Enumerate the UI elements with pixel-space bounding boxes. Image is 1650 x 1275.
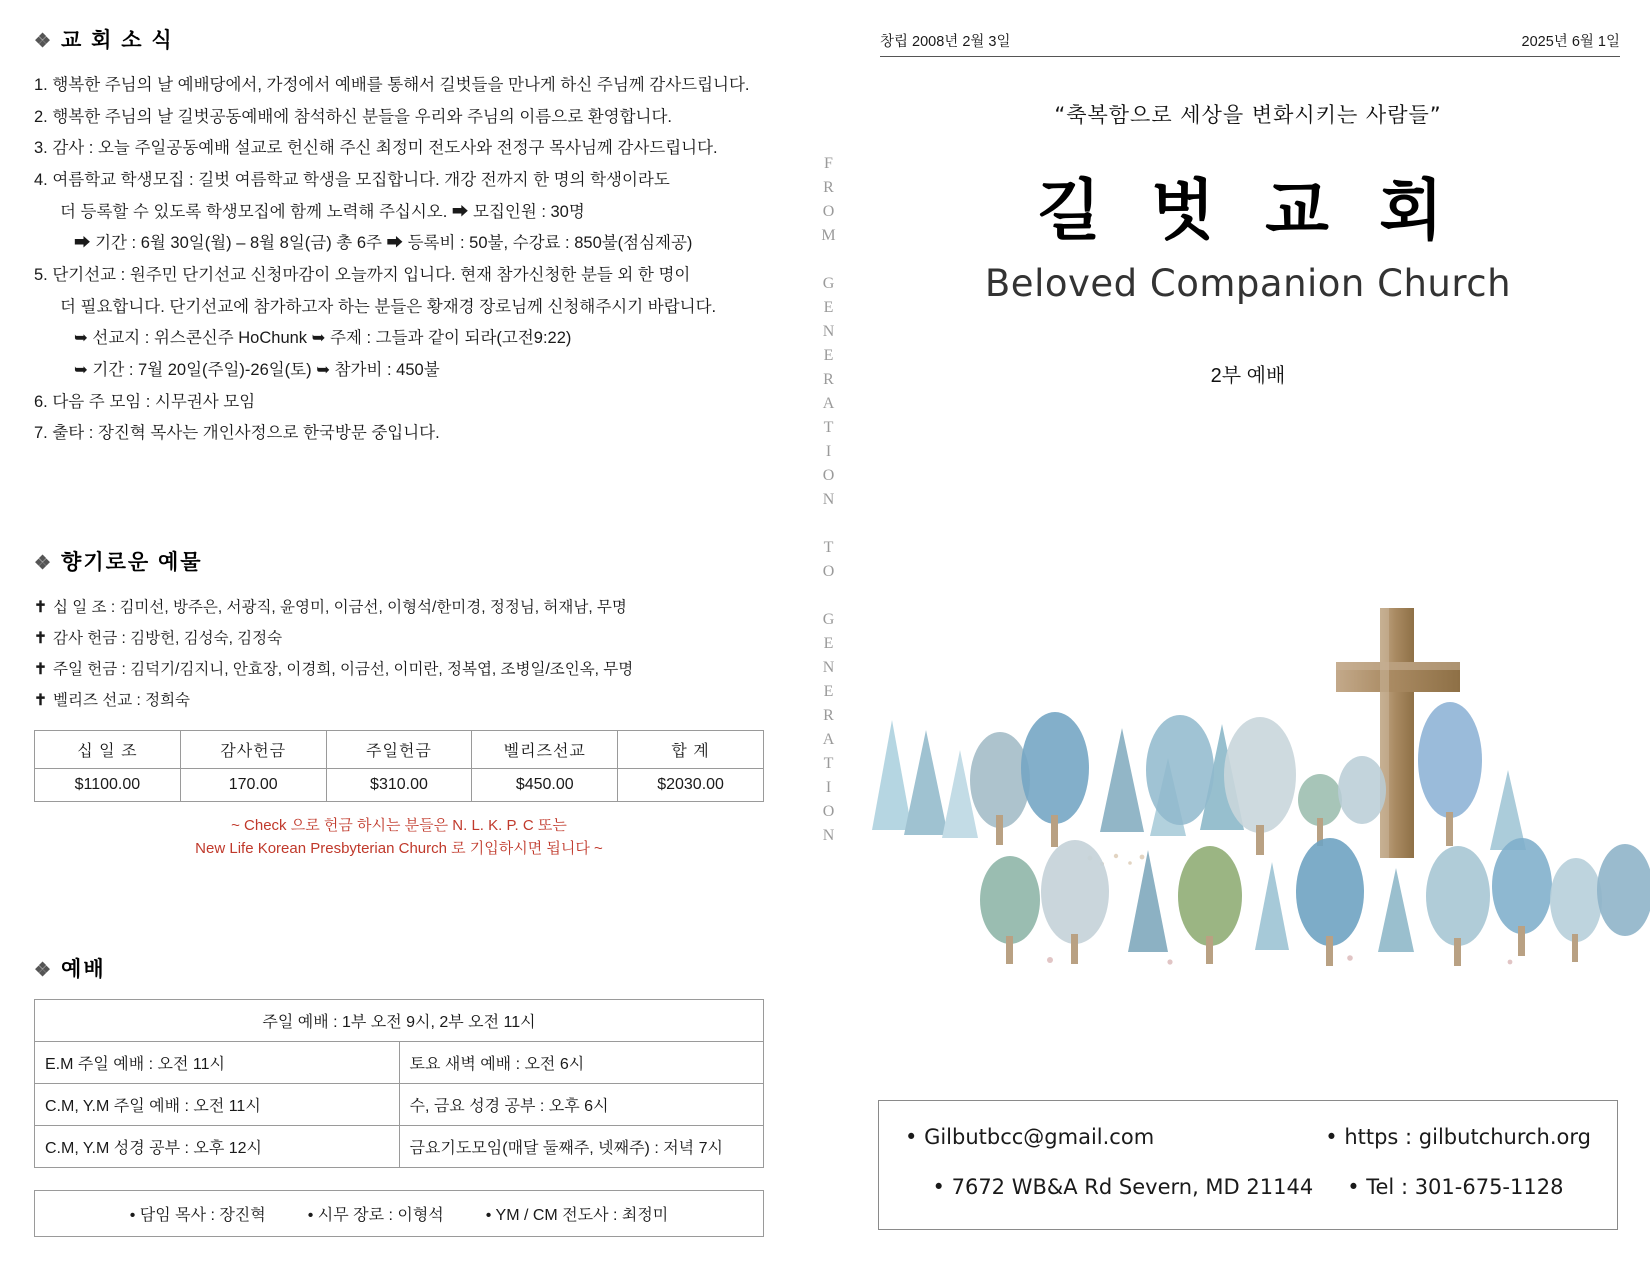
list-item: 5. 단기선교 : 원주민 단기선교 신청마감이 오늘까지 입니다. 현재 참가신청한 분들 외 한 명이 bbox=[34, 266, 691, 285]
table-cell: 수, 금요 성경 공부 : 오후 6시 bbox=[399, 1083, 764, 1125]
offering-summary-table bbox=[34, 730, 764, 802]
diamond-icon: ❖ bbox=[34, 553, 54, 575]
check-note-line1: ~ Check 으로 헌금 하시는 분들은 N. L. K. P. C 또는 bbox=[231, 817, 567, 835]
cross-icon: ✝ bbox=[34, 599, 47, 617]
check-note-line2: New Life Korean Presbyterian Church 로 기입하시면 됩니다 ~ bbox=[195, 840, 603, 858]
contact-box bbox=[878, 1100, 1618, 1230]
left-panel bbox=[0, 0, 800, 1275]
forest-cross-illustration bbox=[850, 600, 1650, 970]
table-row bbox=[35, 1125, 764, 1167]
list-item: 2. 행복한 주님의 날 길벗공동예배에 참석하신 분들을 우리와 주님의 이름으로 환영합니다. bbox=[34, 107, 672, 126]
contact-row-1 bbox=[905, 1121, 1591, 1155]
list-item: 4. 여름학교 학생모집 : 길벗 여름학교 학생을 모집합니다. 개강 전까지 한 명의 학생이라도 bbox=[34, 171, 670, 190]
news-section-title: ❖ 교 회 소 식 bbox=[34, 29, 174, 52]
contact-address: • 7672 WB&A Rd Severn, MD 21144 bbox=[933, 1171, 1314, 1205]
table-cell: 주일 예배 : 1부 오전 9시, 2부 오전 11시 bbox=[35, 999, 764, 1041]
news-list bbox=[34, 70, 770, 450]
staff-evangelist: • YM / CM 전도사 : 최정미 bbox=[486, 1202, 669, 1225]
table-row bbox=[35, 1041, 764, 1083]
tagline: “축복함으로 세상을 변화시키는 사람들” bbox=[1054, 103, 1442, 127]
table-cell: 금요기도모임(매달 둘째주, 넷째주) : 저녁 7시 bbox=[399, 1125, 764, 1167]
cross-icon: ✝ bbox=[34, 630, 47, 648]
list-item: ➥ 선교지 : 위스콘신주 HoChunk ➥ 주제 : 그들과 같이 되라(고전9:22) bbox=[74, 329, 572, 348]
table-cell: C.M, Y.M 성경 공부 : 오후 12시 bbox=[35, 1125, 400, 1167]
staff-table bbox=[34, 1190, 764, 1237]
table-header-cell: 주일헌금 bbox=[326, 731, 472, 769]
table-cell bbox=[35, 1190, 764, 1236]
staff-pastor: • 담임 목사 : 장진혁 bbox=[130, 1202, 266, 1225]
contact-email[interactable]: • Gilbutbcc@gmail.com bbox=[905, 1121, 1154, 1155]
service-part-label: 2부 예배 bbox=[1210, 365, 1286, 387]
table-row bbox=[35, 1083, 764, 1125]
table-row bbox=[35, 769, 764, 802]
bulletin-date: 2025년 6월 1일 bbox=[1521, 34, 1620, 50]
cross-icon: ✝ bbox=[34, 692, 47, 710]
diamond-icon: ❖ bbox=[34, 959, 54, 981]
table-cell: E.M 주일 예배 : 오전 11시 bbox=[35, 1041, 400, 1083]
table-cell: $310.00 bbox=[326, 769, 472, 802]
church-name-english: Beloved Companion Church bbox=[984, 262, 1512, 305]
list-item: 더 등록할 수 있도록 학생모집에 함께 노력해 주십시오. ➡ 모집인원 : 30명 bbox=[60, 202, 585, 221]
table-header-cell: 합 계 bbox=[618, 731, 764, 769]
table-cell: $2030.00 bbox=[618, 769, 764, 802]
worship-schedule-table bbox=[34, 999, 764, 1168]
spine bbox=[806, 0, 850, 1275]
cross-icon: ✝ bbox=[34, 661, 47, 679]
list-item: 7. 출타 : 장진혁 목사는 개인사정으로 한국방문 중입니다. bbox=[34, 424, 440, 443]
founded-date: 창립 2008년 2월 3일 bbox=[880, 34, 1011, 50]
table-cell: C.M, Y.M 주일 예배 : 오전 11시 bbox=[35, 1083, 400, 1125]
list-item: 1. 행복한 주님의 날 예배당에서, 가정에서 예배를 통해서 길벗들을 만나게 하신 주님께 감사드립니다. bbox=[34, 76, 750, 94]
contact-website[interactable]: • https : gilbutchurch.org bbox=[1325, 1121, 1591, 1155]
table-row bbox=[35, 1190, 764, 1236]
header-bar bbox=[880, 30, 1620, 57]
church-name-korean: 길 벗 교 회 bbox=[1036, 173, 1460, 247]
table-cell: $1100.00 bbox=[35, 769, 181, 802]
list-item: ✝ 십 일 조 : 김미선, 방주은, 서광직, 윤영미, 이금선, 이형석/한미경, 정정님, 허재남, 무명 bbox=[34, 599, 627, 617]
table-row bbox=[35, 999, 764, 1041]
list-item: ➥ 기간 : 7월 20일(주일)-26일(토) ➥ 참가비 : 450불 bbox=[74, 361, 440, 380]
offering-section-title: ❖ 향기로운 예물 bbox=[34, 551, 203, 575]
list-item: ✝ 감사 헌금 : 김방헌, 김성숙, 김정숙 bbox=[34, 630, 283, 648]
diamond-icon: ❖ bbox=[34, 31, 54, 52]
staff-elder: • 시무 장로 : 이형석 bbox=[308, 1202, 444, 1225]
table-row bbox=[35, 731, 764, 769]
table-cell: 170.00 bbox=[180, 769, 326, 802]
check-note bbox=[34, 814, 764, 861]
list-item: 더 필요합니다. 단기선교에 참가하고자 하는 분들은 황재경 장로님께 신청해주시기 바랍니다. bbox=[60, 297, 717, 316]
offering-donor-list bbox=[34, 592, 770, 716]
table-cell: $450.00 bbox=[472, 769, 618, 802]
table-cell: 토요 새벽 예배 : 오전 6시 bbox=[399, 1041, 764, 1083]
list-item: 3. 감사 : 오늘 주일공동예배 설교로 헌신해 주신 최정미 전도사와 전정구 목사님께 감사드립니다. bbox=[34, 139, 718, 158]
contact-phone: • Tel : 301-675-1128 bbox=[1347, 1171, 1563, 1205]
list-item: 6. 다음 주 모임 : 시무권사 모임 bbox=[34, 392, 256, 411]
worship-section-title: ❖ 예배 bbox=[34, 957, 106, 981]
table-header-cell: 감사헌금 bbox=[180, 731, 326, 769]
list-item: ✝ 주일 헌금 : 김덕기/김지니, 안효장, 이경희, 이금선, 이미란, 정복엽, 조병일/조인옥, 무명 bbox=[34, 661, 634, 679]
spine-text: FROM GENERATION TO GENERATION bbox=[820, 155, 837, 851]
list-item: ✝ 벨리즈 선교 : 정희숙 bbox=[34, 692, 191, 710]
contact-row-2 bbox=[905, 1171, 1591, 1205]
table-header-cell: 십 일 조 bbox=[35, 731, 181, 769]
list-item: ➡ 기간 : 6월 30일(월) – 8월 8일(금) 총 6주 ➡ 등록비 : 50불, 수강료 : 850불(점심제공) bbox=[74, 234, 693, 253]
table-header-cell: 벨리즈선교 bbox=[472, 731, 618, 769]
